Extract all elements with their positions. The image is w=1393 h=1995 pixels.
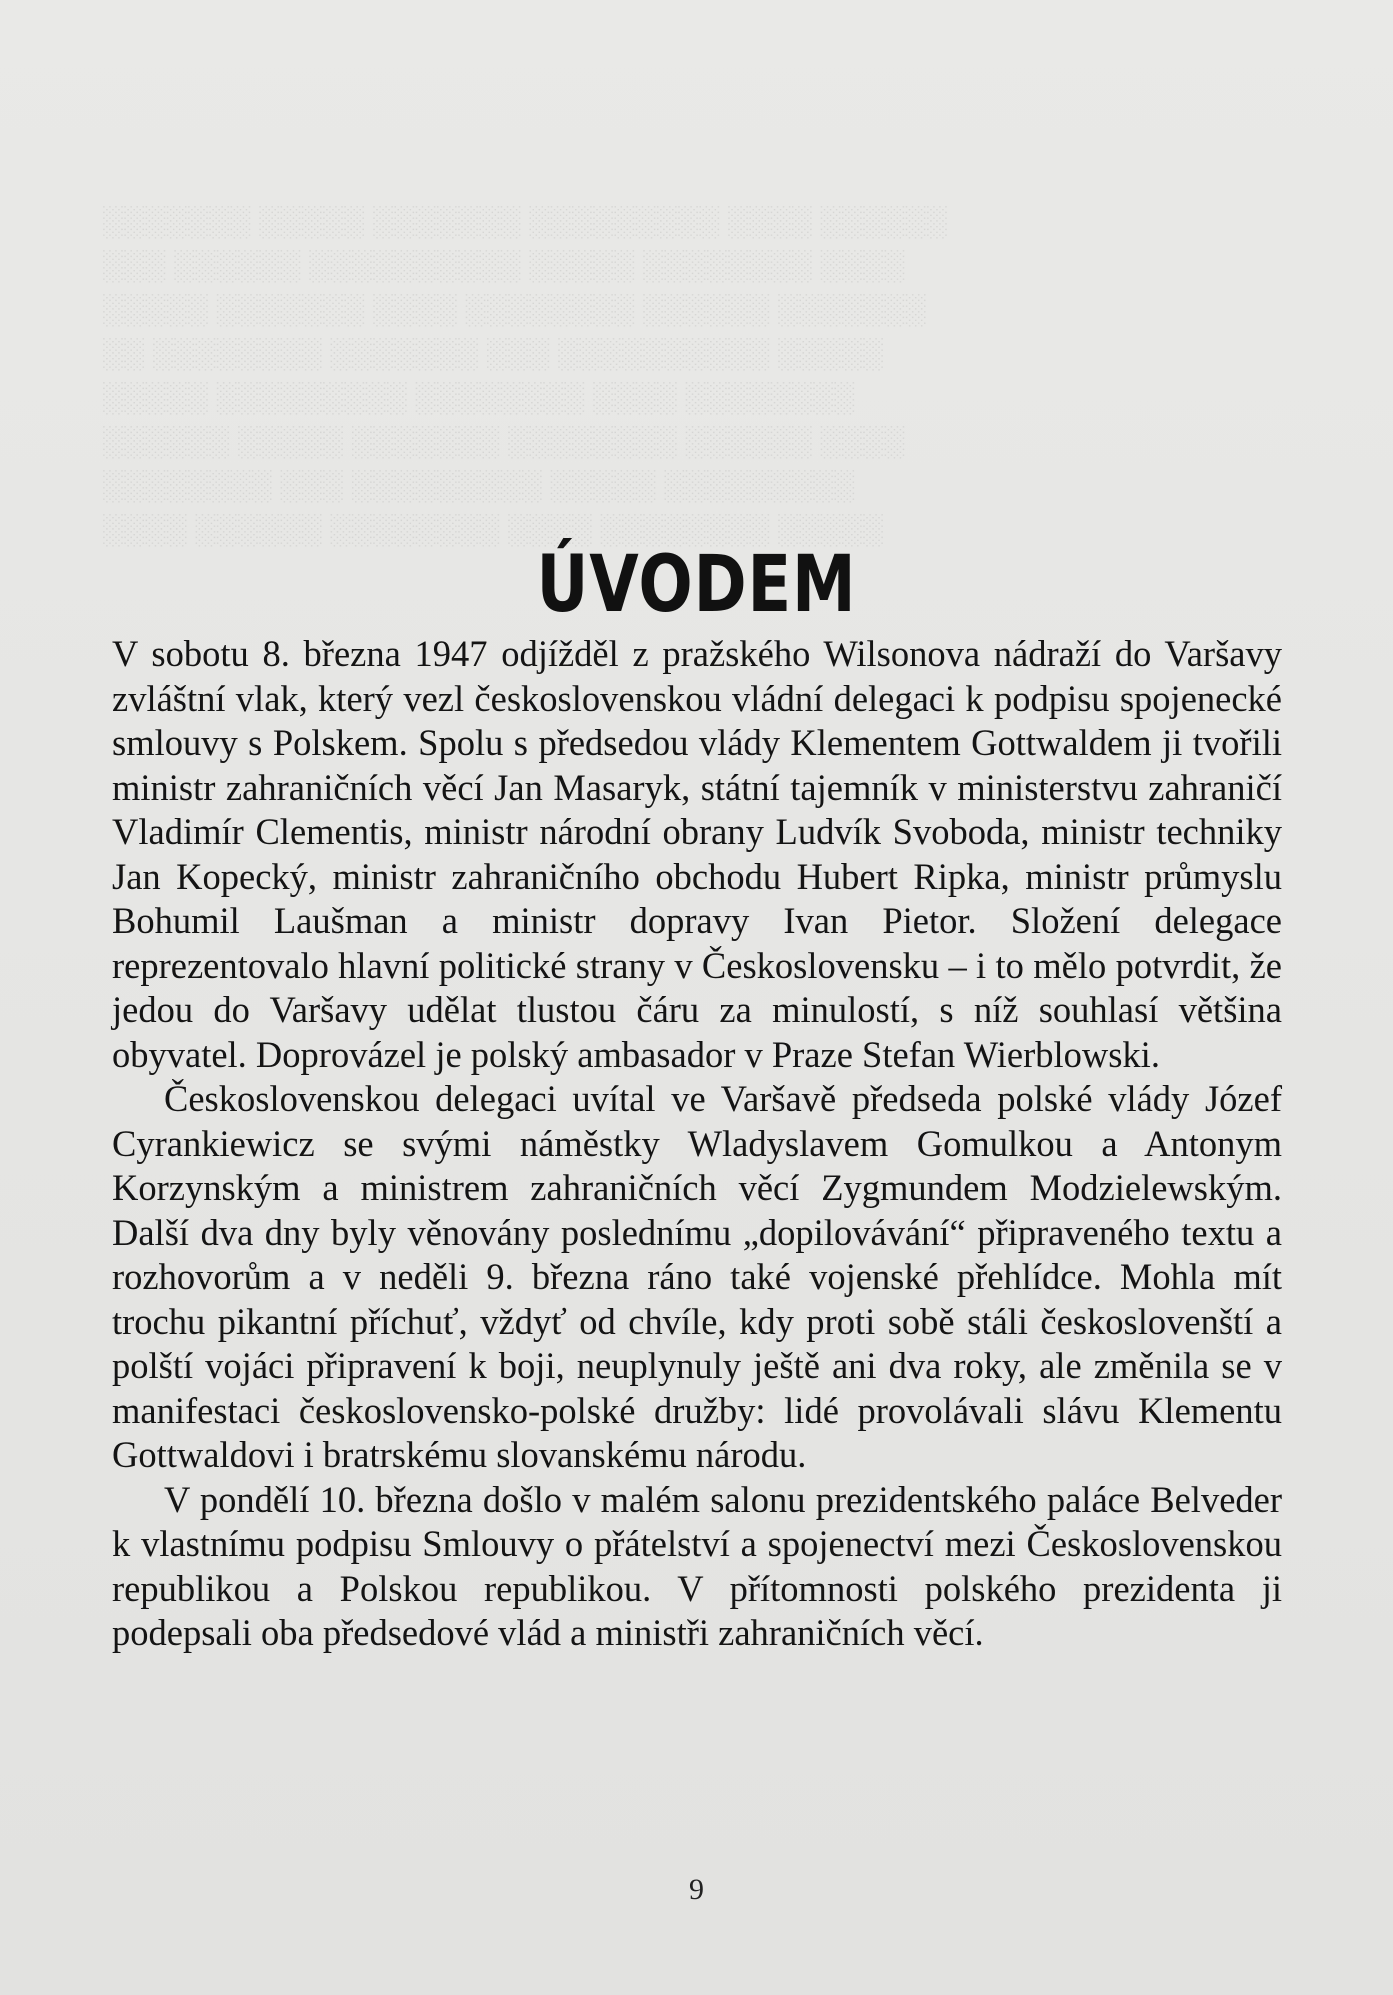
paragraph: V sobotu 8. března 1947 odjížděl z pražského Wilsonova nádraží do Varšavy zvláštní vlak, který vezl československou vládní delegaci k podpisu spojenecké smlouvy s Polskem. Spolu s předsedou vlády Klementem Gottwaldem ji tvořili ministr zahraničních věcí Jan Masaryk, státní tajemník v ministerstvu zahraničí Vladimír Clementis, ministr národní obrany Ludvík Svoboda, ministr techniky Jan Kopecký, ministr zahraničního obchodu Hubert Ripka, ministr průmyslu Bohumil Laušman a ministr dopravy Ivan Pietor. Složení delegace reprezentovalo hlavní politické strany v Československu – i to mělo potvrdit, že jedou do Varšavy udělat tlustou čáru za minulostí, s níž souhlasí většina obyvatel. Doprovázel je polský ambasador v Praze Stefan Wierblowski. bbox=[112, 633, 1282, 1075]
paragraph: V pondělí 10. března došlo v malém salonu prezidentského paláce Belveder k vlastnímu podpisu Smlouvy o přátelství a spojenectví mezi Československou republikou a Polskou republikou. V přítomnosti polského prezidenta ji podepsali oba předsedové vlád a ministři zahraničních věcí. bbox=[112, 1478, 1282, 1653]
paragraph: Československou delegaci uvítal ve Varšavě předseda polské vlády Józef Cyrankiewicz se svými náměstky Wladyslavem Gomulkou a Antonym Korzynským a ministrem zahraničních věcí Zygmundem Modzielewským. Další dva dny byly věnovány poslednímu „dopilovávání“ připraveného textu a rozhovorům a v neděli 9. března ráno také vojenské přehlídce. Mohla mít trochu pikantní příchuť, vždyť od chvíle, kdy proti sobě stáli českoslovenští a polští vojáci připravení k boji, neuplynuly ještě ani dva roky, ale změnila se v manifestaci československo-polské družby: lidé provolávali slávu Klementu Gottwaldovi i bratrskému slovanskému národu. bbox=[112, 1078, 1282, 1475]
show-through-text: ░░░░░░ ░░░░ ░░░░░░░░░ ░░░░░░░ ░░░░░ ░░░░░░░ ░░░░ ░░░░░░░░ ░░░░░ ░░░░░░░░░░ ░░░░░░ ░░░ ░░░░░░░ ░░░░░░ ░░░░░░░░ ░░░░ ░░░░░░░ ░░░░░ ░░░░░ ░░░░░░░░░░ ░░░ ░░░░░░░ ░░░░░░░░ ░░ ░░░░░░░░ ░░░░ ░░░░░░░░ ░░░░░░░░░ ░░░░░ ░░░░ ░░░░░░ ░░░░░░░░ ░░░░░░░ ░░░░░ ░░░░░░ ░░░░░░░░░ ░░░░░ ░░░░░░░░░ ░░░ ░░░░░░░░ ░░░░░ ░░░░░░░░ ░░░░ ░░░░░░░░ ░░░░░░ ░░░░ bbox=[103, 205, 949, 546]
chapter-body bbox=[112, 632, 1282, 1656]
chapter-title: ÚVODEM bbox=[536, 540, 857, 631]
page-number: 9 bbox=[689, 1873, 704, 1906]
